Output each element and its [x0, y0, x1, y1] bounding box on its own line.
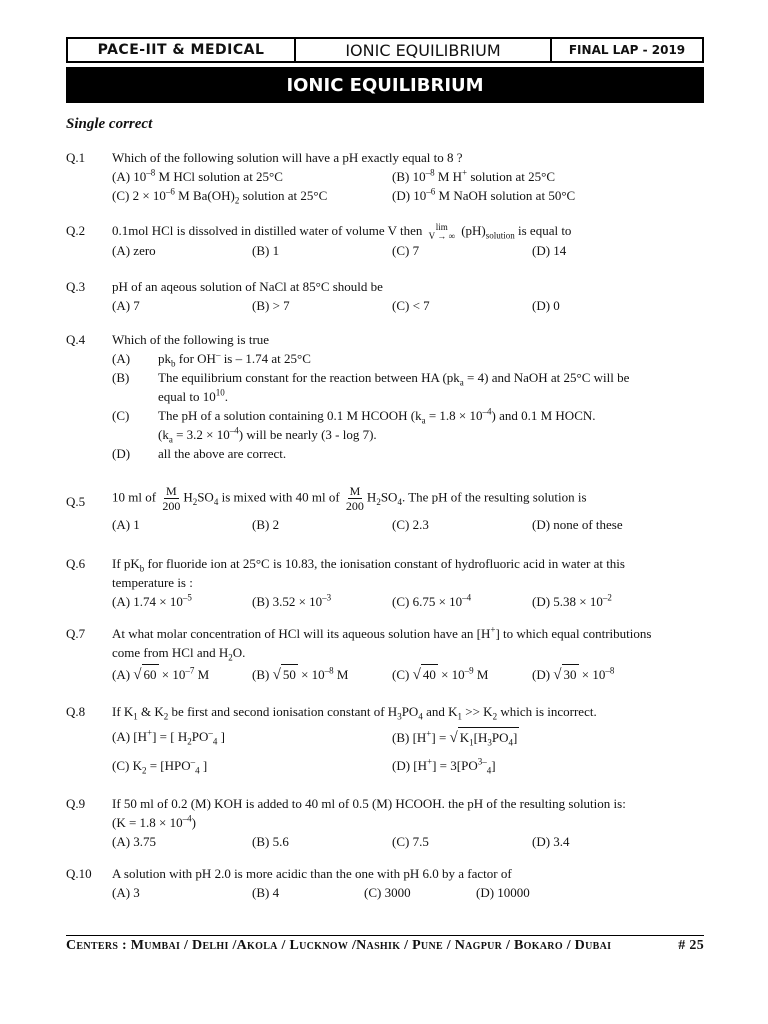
- question-2: [66, 221, 706, 260]
- option-b: (B) √ $50 \times 10^{-8}$ M: [252, 665, 349, 683]
- limit-symbol: lim V → ∞: [428, 222, 455, 242]
- header-tag: FINAL LAP - 2019: [568, 43, 686, 57]
- options: [112, 832, 706, 851]
- option-c: (C) 7: [392, 243, 420, 259]
- option-b: (B) 1: [252, 243, 280, 259]
- option-b: (B) [H+] = √ $K_1[H_3PO_4]$: [392, 728, 518, 748]
- option-b: (B) $3.52 \times 10^{-3}$: [252, 592, 332, 609]
- option-c: (C) The pH of a solution containing 0.1 M HCOOH $(k_a = 1.8 \times 10^{-4})$ and 0.1 M HOCN. $(k_a = 3.2 \times 10^{-4})$ will be nearly (3 - log 7).: [112, 406, 596, 445]
- option-c: (C) √ $40 \times 10^{-9}$ M: [392, 665, 489, 683]
- question-10: [66, 864, 706, 902]
- option-d: (D) $5.38 \times 10^{-2}$: [532, 592, 612, 609]
- fraction: $\frac{M}{200}$: [345, 484, 364, 513]
- option-a: (A) 7: [112, 298, 140, 313]
- option-c: (C) $2 \times 10^{-6}$ M $Ba(OH)_2$ solution at 25°C: [112, 186, 328, 206]
- options: [112, 186, 706, 205]
- options: [112, 664, 706, 685]
- option-d: (D) 14: [532, 243, 567, 259]
- question-text-line-2: $(K = 1.8 \times 10^{-4})$: [112, 813, 196, 830]
- question-number: Q.2: [66, 223, 86, 238]
- question-number: Q.5: [66, 494, 86, 509]
- option-c: (C) 2.3: [392, 517, 429, 532]
- section-heading: Single correct: [66, 116, 153, 132]
- question-number: Q.8: [66, 704, 86, 719]
- question-text: If $K_1$ & $K_2$ be first and second ionisation constant of $H_3PO_4$ and $K_1 >> K_2$ which is incorrect.: [112, 704, 597, 722]
- footer-divider: [66, 935, 704, 936]
- option-a: (A) 1: [112, 517, 140, 532]
- question-number: Q.1: [66, 150, 86, 165]
- option-c: (C) < 7: [392, 298, 430, 313]
- question-number: Q.9: [66, 796, 86, 811]
- options: [112, 592, 706, 611]
- option-d: (D) √ $30 \times 10^{-8}$: [532, 665, 615, 683]
- question-text: 0.1mol HCl is dissolved in distilled water of volume V then lim V → ∞ $(pH)_{solution}$ is equal to: [112, 222, 572, 242]
- question-number: Q.4: [66, 332, 86, 347]
- question-text: A solution with pH 2.0 is more acidic than the one with pH 6.0 by a factor of: [112, 866, 512, 881]
- options: [112, 296, 706, 315]
- brand-logo: PACE-IIT & MEDICAL: [68, 39, 296, 61]
- question-6: [66, 554, 706, 611]
- option-d: (D) $10^{-6}$ M NaOH solution at 50°C: [392, 186, 576, 203]
- options: [112, 515, 706, 534]
- fraction: $\frac{M}{200}$: [162, 484, 181, 513]
- question-number: Q.7: [66, 626, 86, 641]
- question-text-line-2: come from HCl and $H_2O$.: [112, 645, 246, 663]
- option-a: (A) 3.75: [112, 834, 157, 849]
- page-title: IONIC EQUILIBRIUM: [66, 67, 704, 103]
- question-3: [66, 277, 706, 315]
- question-1: [66, 148, 706, 205]
- page-footer: [66, 938, 704, 954]
- option-c: (C) 7.5: [392, 834, 429, 849]
- question-8: [66, 702, 706, 775]
- question-text: pH of an aqeous solution of NaCl at 85°C should be: [112, 279, 383, 294]
- question-4: [66, 330, 706, 463]
- options: [112, 883, 706, 902]
- option-c: (C) 3000: [364, 885, 411, 900]
- question-text-line-2: temperature is :: [112, 575, 193, 590]
- option-c: (C) $K_2 = [HPO^-_4$ ]: [112, 756, 208, 776]
- question-9: [66, 794, 706, 851]
- options: [112, 167, 706, 186]
- header-topic: IONIC EQUILIBRIUM: [296, 39, 552, 61]
- option-b: (B) 4: [252, 885, 280, 900]
- option-a: (A) $10^{-8}$ M HCl solution at 25°C: [112, 167, 283, 184]
- question-text: If 50 ml of 0.2 (M) KOH is added to 40 ml of 0.5 (M) HCOOH. the pH of the resulting solution is:: [112, 796, 626, 811]
- option-b: (B) $10^{-8}$ M H+ solution at 25°C: [392, 167, 556, 184]
- option-b: (B) 2: [252, 517, 280, 532]
- question-text: At what molar concentration of HCl will its aqueous solution have an [H+] to which equal contributions: [112, 624, 652, 641]
- option-a: (A) $pk_b$ for OH– is – 1.74 at 25°C: [112, 349, 311, 369]
- option-d: (D) none of these: [532, 517, 623, 532]
- option-d: (D) all the above are correct.: [112, 446, 287, 461]
- question-5: [66, 484, 706, 534]
- option-a: (A) zero: [112, 243, 156, 259]
- option-a: (A) 3: [112, 885, 140, 900]
- option-d: (D) 10000: [476, 885, 530, 900]
- question-text: If $pK_b$ for fluoride ion at 25°C is 10.83, the ionisation constant of hydrofluoric acid in water at this: [112, 556, 625, 574]
- option-b: (B) The equilibrium constant for the reaction between HA $(pk_a = 4)$ and NaOH at 25°C will be equal to $10^{10}$.: [112, 370, 630, 404]
- option-a: (A) [H+] = [ $H_2PO^-_4$ ]: [112, 727, 225, 747]
- options: [112, 241, 706, 260]
- options: [112, 727, 706, 748]
- question-number: Q.10: [66, 866, 92, 881]
- option-d: (D) $[H^+] = 3[PO^{3-}_4]$: [392, 756, 496, 776]
- option-d: (D) 3.4: [532, 834, 570, 849]
- options: [112, 756, 706, 775]
- question-text: Which of the following solution will have a pH exactly equal to 8 ?: [112, 150, 463, 165]
- option-b: (B) 5.6: [252, 834, 289, 849]
- question-7: [66, 624, 706, 685]
- question-number: Q.6: [66, 556, 86, 571]
- question-text: 10 ml of $\frac{M}{200}$ $H_2SO_4$ is mixed with 40 ml of $\frac{M}{200}$ $H_2SO_4$. The pH of the resulting solution is: [112, 484, 587, 513]
- option-a: (A) √ $60 \times 10^{-7}$ M: [112, 665, 210, 683]
- option-c: (C) $6.75 \times 10^{-4}$: [392, 592, 472, 609]
- page-header: [66, 37, 704, 63]
- option-d: (D) 0: [532, 298, 560, 313]
- page-number: # 25: [678, 938, 704, 953]
- option-a: (A) $1.74 \times 10^{-5}$: [112, 592, 192, 609]
- centers-list: Centers : Mumbai / Delhi /Akola / Lucknow /Nashik / Pune / Nagpur / Bokaro / Dubai: [66, 938, 612, 953]
- option-b: (B) > 7: [252, 298, 290, 313]
- question-number: Q.3: [66, 279, 86, 294]
- question-text: Which of the following is true: [112, 332, 270, 347]
